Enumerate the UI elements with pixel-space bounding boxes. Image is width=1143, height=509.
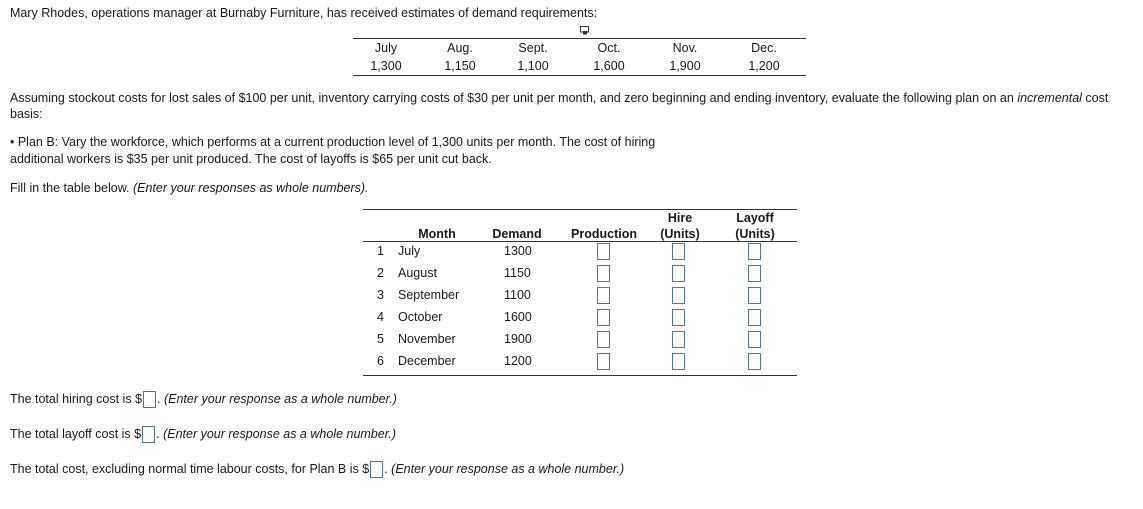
assumption-tail: cost basis: xyxy=(10,91,1109,121)
header-hire-units: (Units) xyxy=(660,227,700,241)
hiring-cost-label: The total hiring cost is $ xyxy=(10,392,143,406)
layoff-cost-label: The total layoff cost is $ xyxy=(10,427,142,441)
hiring-cost-note: (Enter your response as a whole number.) xyxy=(163,392,397,406)
instruction xyxy=(10,181,369,195)
hire-input-august[interactable] xyxy=(672,265,685,282)
layoff-cost-note: (Enter your response as a whole number.) xyxy=(163,427,397,441)
instruction-text: Fill in the table below. xyxy=(10,181,133,195)
layoff-cost-input[interactable] xyxy=(142,426,155,443)
layoff-input-october[interactable] xyxy=(748,309,761,326)
total-cost-line xyxy=(10,460,624,478)
row-month: July xyxy=(398,244,421,258)
copy-icon[interactable] xyxy=(580,26,590,35)
period: . xyxy=(156,427,160,441)
layoff-cost-line xyxy=(10,425,396,443)
month-label: Aug. xyxy=(447,41,473,55)
month-label: Nov. xyxy=(672,41,698,55)
plan-line-2: additional workers is $35 per unit produced. The cost of layoffs is $65 per unit cut back. xyxy=(10,152,492,166)
period: . xyxy=(384,462,388,476)
row-month: October xyxy=(398,310,443,324)
total-cost-label: The total cost, excluding normal time labour costs, for Plan B is $ xyxy=(10,462,370,476)
header-month: Month xyxy=(418,227,456,241)
table-rule xyxy=(363,209,797,210)
intro-text: Mary Rhodes, operations manager at Burnaby Furniture, has received estimates of demand requirements: xyxy=(10,6,598,20)
production-input-july[interactable] xyxy=(597,243,610,260)
row-number: 5 xyxy=(377,332,384,346)
total-cost-note: (Enter your response as a whole number.) xyxy=(391,462,625,476)
month-label: July xyxy=(374,41,398,55)
row-demand: 1300 xyxy=(504,244,532,258)
header-demand: Demand xyxy=(492,227,542,241)
row-demand: 1150 xyxy=(504,266,531,280)
row-month: August xyxy=(398,266,437,280)
row-month: September xyxy=(398,288,460,302)
hire-input-november[interactable] xyxy=(672,331,685,348)
demand-value: 1,300 xyxy=(370,59,402,73)
production-input-august[interactable] xyxy=(597,265,610,282)
demand-value: 1,600 xyxy=(593,59,625,73)
production-input-october[interactable] xyxy=(597,309,610,326)
hire-input-october[interactable] xyxy=(672,309,685,326)
table-rule xyxy=(363,375,797,376)
hiring-cost-input[interactable] xyxy=(143,391,156,408)
assumption-body: Assuming stockout costs for lost sales of $100 per unit, inventory carrying costs of $30 per unit per month, and zero beginning and ending inventory, evaluate the following plan on an xyxy=(10,91,1018,105)
demand-value: 1,100 xyxy=(517,59,549,73)
row-demand: 1100 xyxy=(504,288,531,302)
assumption-text xyxy=(10,90,1135,122)
layoff-input-november[interactable] xyxy=(748,331,761,348)
demand-value: 1,200 xyxy=(748,59,780,73)
month-label: Oct. xyxy=(597,41,621,55)
plan-line-1: • Plan B: Vary the workforce, which performs at a current production level of 1,300 units per month. The cost of hiring xyxy=(10,135,656,149)
header-production: Production xyxy=(571,227,637,241)
table-rule xyxy=(353,38,806,39)
layoff-input-december[interactable] xyxy=(748,353,761,370)
hiring-cost-line xyxy=(10,390,397,408)
table-rule xyxy=(363,241,797,242)
month-label: Dec. xyxy=(751,41,777,55)
row-demand: 1600 xyxy=(504,310,532,324)
assumption-emphasis: incremental xyxy=(1017,91,1082,105)
hire-input-september[interactable] xyxy=(672,287,685,304)
hire-input-december[interactable] xyxy=(672,353,685,370)
instruction-note: (Enter your responses as whole numbers). xyxy=(133,181,369,195)
header-layoff-units: (Units) xyxy=(735,227,775,241)
row-number: 2 xyxy=(377,266,384,280)
row-number: 6 xyxy=(377,354,384,368)
row-month: December xyxy=(398,354,456,368)
layoff-input-july[interactable] xyxy=(748,243,761,260)
header-hire: Hire xyxy=(667,211,693,225)
table-rule xyxy=(353,75,806,76)
row-number: 1 xyxy=(377,244,384,258)
row-number: 3 xyxy=(377,288,384,302)
demand-value: 1,900 xyxy=(669,59,701,73)
row-number: 4 xyxy=(377,310,384,324)
demand-value: 1,150 xyxy=(444,59,476,73)
plan-table xyxy=(363,209,797,377)
row-demand: 1900 xyxy=(504,332,532,346)
row-demand: 1200 xyxy=(504,354,532,368)
header-layoff: Layoff xyxy=(736,211,774,225)
production-input-september[interactable] xyxy=(597,287,610,304)
production-input-november[interactable] xyxy=(597,331,610,348)
period: . xyxy=(157,392,161,406)
layoff-input-september[interactable] xyxy=(748,287,761,304)
row-month: November xyxy=(398,332,456,346)
production-input-december[interactable] xyxy=(597,353,610,370)
total-cost-input[interactable] xyxy=(370,461,383,478)
layoff-input-august[interactable] xyxy=(748,265,761,282)
hire-input-july[interactable] xyxy=(672,243,685,260)
month-label: Sept. xyxy=(518,41,548,55)
